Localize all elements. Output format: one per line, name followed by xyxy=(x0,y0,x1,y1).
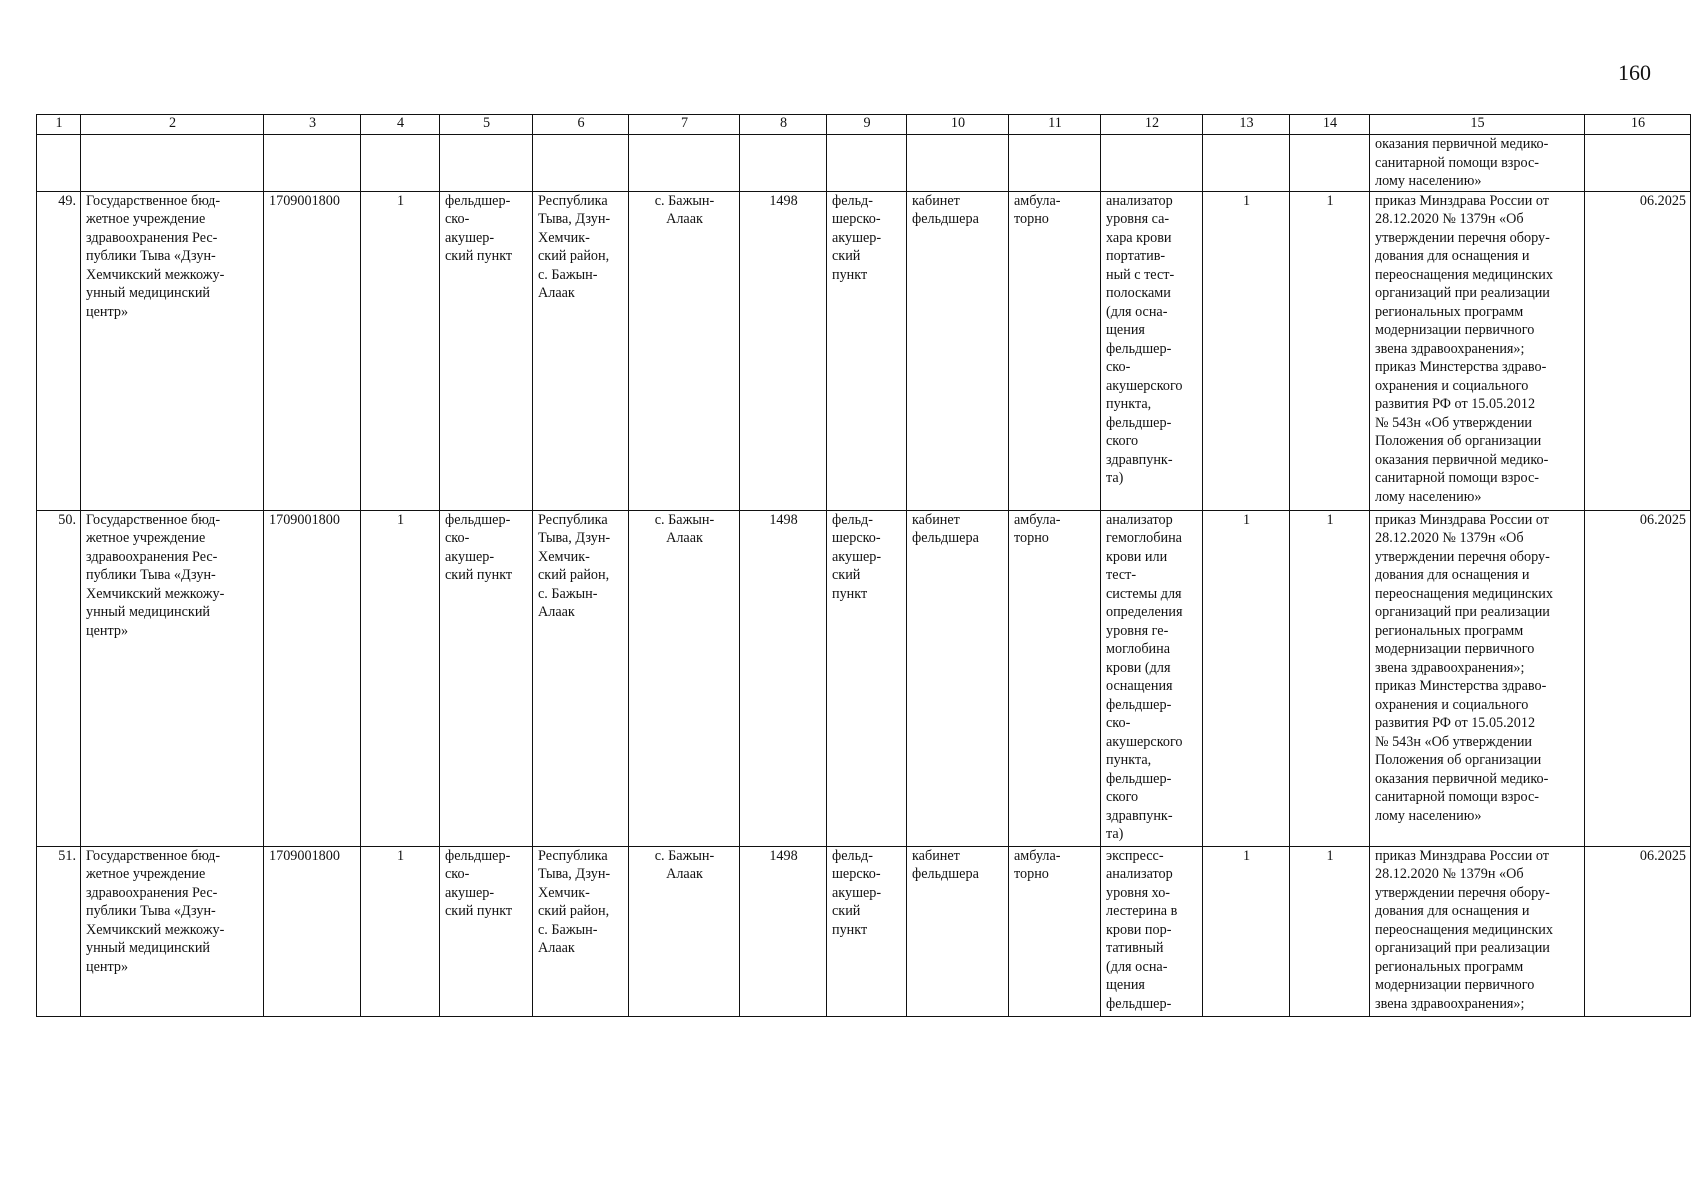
header-cell: 10 xyxy=(907,115,1009,135)
table-row xyxy=(37,510,1691,846)
legal-basis-cell: приказ Минздрава России от 28.12.2020 № 1379н «Об утверждении перечня обору- дования для оснащения и переоснащения медицинских организаций при реализации региональных программ модернизации первичного звена здравоохранения»; xyxy=(1370,846,1585,1016)
settlement-cell: с. Бажын- Алаак xyxy=(629,846,740,1016)
table-cell xyxy=(264,135,361,192)
header-cell: 9 xyxy=(827,115,907,135)
organization-cell: Государственное бюд- жетное учреждение здравоохранения Рес- публики Тыва «Дзун- Хемчикский межкожу- унный медицинский центр» xyxy=(81,191,264,510)
row-number: 50. xyxy=(37,510,81,846)
table-row xyxy=(37,846,1691,1016)
quantity-cell: 1 xyxy=(1290,191,1370,510)
organization-cell: Государственное бюд- жетное учреждение здравоохранения Рес- публики Тыва «Дзун- Хемчикский межкожу- унный медицинский центр» xyxy=(81,846,264,1016)
date-cell: 06.2025 xyxy=(1585,191,1691,510)
population-cell: 1498 xyxy=(740,191,827,510)
table-cell xyxy=(1203,135,1290,192)
settlement-cell: с. Бажын- Алаак xyxy=(629,191,740,510)
legal-basis-cell: приказ Минздрава России от 28.12.2020 № 1379н «Об утверждении перечня обору- дования для оснащения и переоснащения медицинских организаций при реализации региональных программ модернизации первичного звена здравоохранения»; приказ Минстерства здраво- охранения и социального развития РФ от 15.05.2012 № 543н «Об утверждении Положения об организации оказания первичной медико- санитарной помощи взрос- лому населению» xyxy=(1370,191,1585,510)
count-cell: 1 xyxy=(361,846,440,1016)
table-cell xyxy=(827,135,907,192)
column-number-header xyxy=(37,115,1691,135)
table-cell xyxy=(1290,135,1370,192)
header-cell: 7 xyxy=(629,115,740,135)
header-cell: 1 xyxy=(37,115,81,135)
care-mode-cell: амбула- торно xyxy=(1009,846,1101,1016)
row-number: 51. xyxy=(37,846,81,1016)
population-cell: 1498 xyxy=(740,510,827,846)
code-cell: 1709001800 xyxy=(264,191,361,510)
table-cell xyxy=(629,135,740,192)
continuation-row xyxy=(37,135,1691,192)
equipment-cell: анализатор гемоглобина крови или тест- системы для определения уровня ге- моглобина крови (для оснащения фельдшер- ско- акушерского пункта, фельдшер- ского здравпунк- та) xyxy=(1101,510,1203,846)
unit-cell: фельд- шерско- акушер- ский пункт xyxy=(827,191,907,510)
table-cell xyxy=(81,135,264,192)
legal-basis-cell: приказ Минздрава России от 28.12.2020 № 1379н «Об утверждении перечня обору- дования для оснащения и переоснащения медицинских организаций при реализации региональных программ модернизации первичного звена здравоохранения»; приказ Минстерства здраво- охранения и социального развития РФ от 15.05.2012 № 543н «Об утверждении Положения об организации оказания первичной медико- санитарной помощи взрос- лому населению» xyxy=(1370,510,1585,846)
header-cell: 12 xyxy=(1101,115,1203,135)
quantity-cell: 1 xyxy=(1290,846,1370,1016)
room-cell: кабинет фельдшера xyxy=(907,191,1009,510)
unit-cell: фельд- шерско- акушер- ский пункт xyxy=(827,510,907,846)
quantity-cell: 1 xyxy=(1203,510,1290,846)
row-number: 49. xyxy=(37,191,81,510)
table-cell xyxy=(361,135,440,192)
equipment-cell: анализатор уровня са- хара крови портатив- ный с тест- полосками (для осна- щения фельдшер- ско- акушерского пункта, фельдшер- ского здравпунк- та) xyxy=(1101,191,1203,510)
population-cell: 1498 xyxy=(740,846,827,1016)
organization-cell: Государственное бюд- жетное учреждение здравоохранения Рес- публики Тыва «Дзун- Хемчикский межкожу- унный медицинский центр» xyxy=(81,510,264,846)
quantity-cell: 1 xyxy=(1203,191,1290,510)
header-cell: 11 xyxy=(1009,115,1101,135)
count-cell: 1 xyxy=(361,510,440,846)
header-cell: 15 xyxy=(1370,115,1585,135)
header-cell: 4 xyxy=(361,115,440,135)
equipment-registry-table xyxy=(36,114,1691,1017)
table-cell xyxy=(740,135,827,192)
table-row xyxy=(37,191,1691,510)
room-cell: кабинет фельдшера xyxy=(907,510,1009,846)
region-cell: Республика Тыва, Дзун- Хемчик- ский район, с. Бажын- Алаак xyxy=(533,510,629,846)
table-cell xyxy=(1585,135,1691,192)
room-cell: кабинет фельдшера xyxy=(907,846,1009,1016)
header-cell: 8 xyxy=(740,115,827,135)
date-cell: 06.2025 xyxy=(1585,846,1691,1016)
table-cell xyxy=(907,135,1009,192)
header-cell: 5 xyxy=(440,115,533,135)
equipment-cell: экспресс- анализатор уровня хо- лестерина в крови пор- тативный (для осна- щения фельдшер- xyxy=(1101,846,1203,1016)
facility-type-cell: фельдшер- ско- акушер- ский пункт xyxy=(440,846,533,1016)
table-cell xyxy=(440,135,533,192)
header-cell: 14 xyxy=(1290,115,1370,135)
region-cell: Республика Тыва, Дзун- Хемчик- ский район, с. Бажын- Алаак xyxy=(533,846,629,1016)
table-cell xyxy=(533,135,629,192)
count-cell: 1 xyxy=(361,191,440,510)
header-cell: 16 xyxy=(1585,115,1691,135)
quantity-cell: 1 xyxy=(1290,510,1370,846)
facility-type-cell: фельдшер- ско- акушер- ский пункт xyxy=(440,191,533,510)
unit-cell: фельд- шерско- акушер- ский пункт xyxy=(827,846,907,1016)
care-mode-cell: амбула- торно xyxy=(1009,191,1101,510)
legal-basis-cell: оказания первичной медико- санитарной помощи взрос- лому населению» xyxy=(1370,135,1585,192)
header-cell: 2 xyxy=(81,115,264,135)
table-cell xyxy=(1009,135,1101,192)
header-cell: 3 xyxy=(264,115,361,135)
header-cell: 6 xyxy=(533,115,629,135)
header-cell: 13 xyxy=(1203,115,1290,135)
code-cell: 1709001800 xyxy=(264,510,361,846)
page-number: 160 xyxy=(1618,60,1651,85)
table-cell xyxy=(1101,135,1203,192)
care-mode-cell: амбула- торно xyxy=(1009,510,1101,846)
date-cell: 06.2025 xyxy=(1585,510,1691,846)
facility-type-cell: фельдшер- ско- акушер- ский пункт xyxy=(440,510,533,846)
quantity-cell: 1 xyxy=(1203,846,1290,1016)
code-cell: 1709001800 xyxy=(264,846,361,1016)
region-cell: Республика Тыва, Дзун- Хемчик- ский район, с. Бажын- Алаак xyxy=(533,191,629,510)
table-cell xyxy=(37,135,81,192)
settlement-cell: с. Бажын- Алаак xyxy=(629,510,740,846)
